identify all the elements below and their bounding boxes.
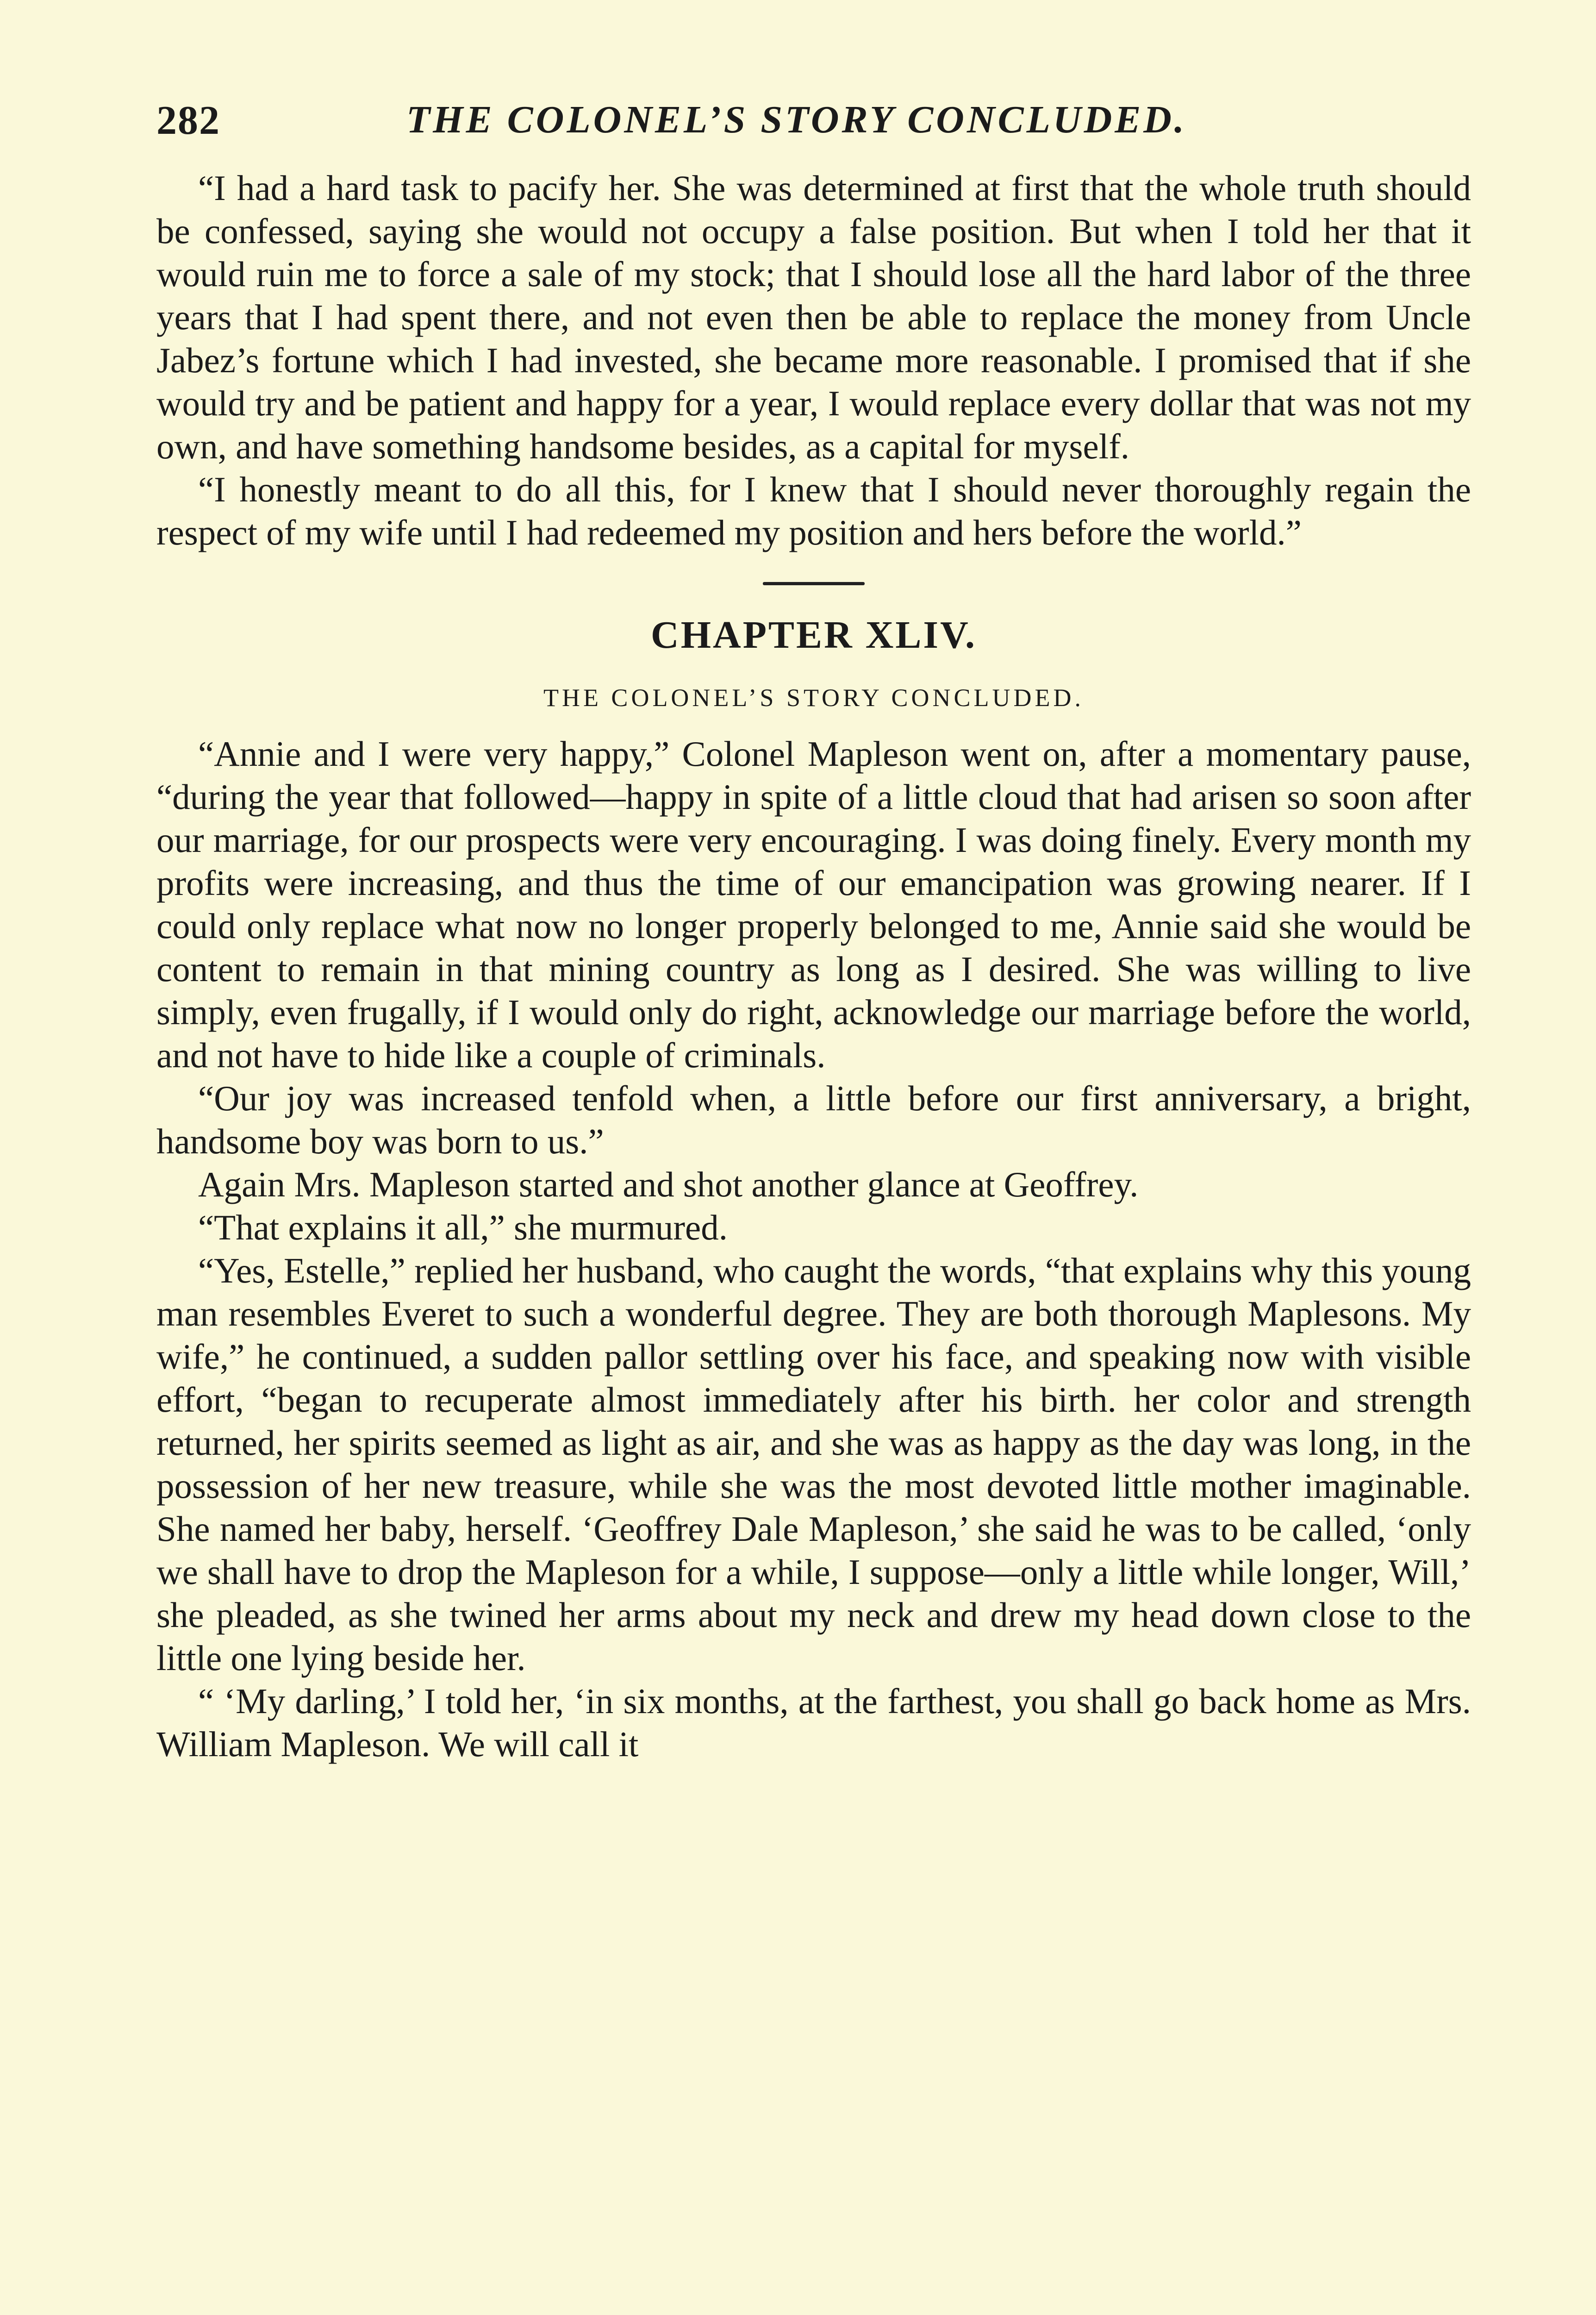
book-page (156, 97, 1471, 2315)
chapter-subtitle: THE COLONEL’S STORY CONCLUDED. (543, 684, 1085, 712)
paragraph: “Our joy was increased tenfold when, a little before our first anniversary, a bright, handsome boy was born to us.” (156, 1078, 1471, 1161)
page-number: 282 (156, 98, 220, 143)
paragraph: “Annie and I were very happy,” Colonel Mapleson went on, after a momentary pause, “during the year that followed—happy in spite of a little cloud that had arisen so soon after our marriage, for our prospects were very encouraging. I was doing finely. Every month my profits were increasing, and thus the time of our emancipation was growing nearer. If I could only replace what now no longer properly belonged to me, Annie said she would be content to remain in that mining country as long as I desired. She was willing to live simply, even frugally, if I would only do right, acknowledge our marriage before the world, and not have to hide like a couple of criminals. (156, 734, 1471, 1075)
paragraph: Again Mrs. Mapleson started and shot another glance at Geoffrey. (198, 1164, 1139, 1204)
paragraph: “I had a hard task to pacify her. She was determined at first that the whole truth should be confessed, saying she would not occupy a false position. But when I told her that it would ruin me to force a sale of my stock; that I should lose all the hard labor of the three years that I had spent there, and not even then be able to replace the money from Uncle Jabez’s fortune which I had invested, she became more reasonable. I promised that if she would try and be patient and happy for a year, I would replace every dollar that was not my own, and have something handsome besides, as a capital for myself. (156, 168, 1471, 466)
paragraph: “That explains it all,” she murmured. (198, 1208, 728, 1247)
chapter-heading: CHAPTER XLIV. (651, 613, 977, 657)
paragraph: “I honestly meant to do all this, for I knew that I should never thoroughly regain the respect of my wife until I had redeemed my position and hers before the world.” (156, 469, 1471, 552)
running-title: THE COLONEL’S STORY CONCLUDED. (406, 98, 1187, 141)
paragraph: “ ‘My darling,’ I told her, ‘in six months, at the farthest, you shall go back home as Mrs. William Mapleson. We will call it (156, 1681, 1471, 1764)
running-head (156, 97, 1471, 167)
section-divider (763, 582, 865, 585)
paragraph: “Yes, Estelle,” replied her husband, who caught the words, “that explains why this young man resembles Everet to such a wonderful degree. They are both thorough Maplesons. My wife,” he continued, a sudden pallor settling over his face, and speaking now with visible effort, “began to recuperate almost immediately after his birth. her color and strength returned, her spirits seemed as light as air, and she was as happy as the day was long, in the possession of her new treasure, while she was the most devoted little mother imaginable. She named her baby, herself. ‘Geoffrey Dale Mapleson,’ she said he was to be called, ‘only we shall have to drop the Mapleson for a while, I suppose—only a little while longer, Will,’ she pleaded, as she twined her arms about my neck and drew my head down close to the little one lying beside her. (156, 1251, 1471, 1678)
